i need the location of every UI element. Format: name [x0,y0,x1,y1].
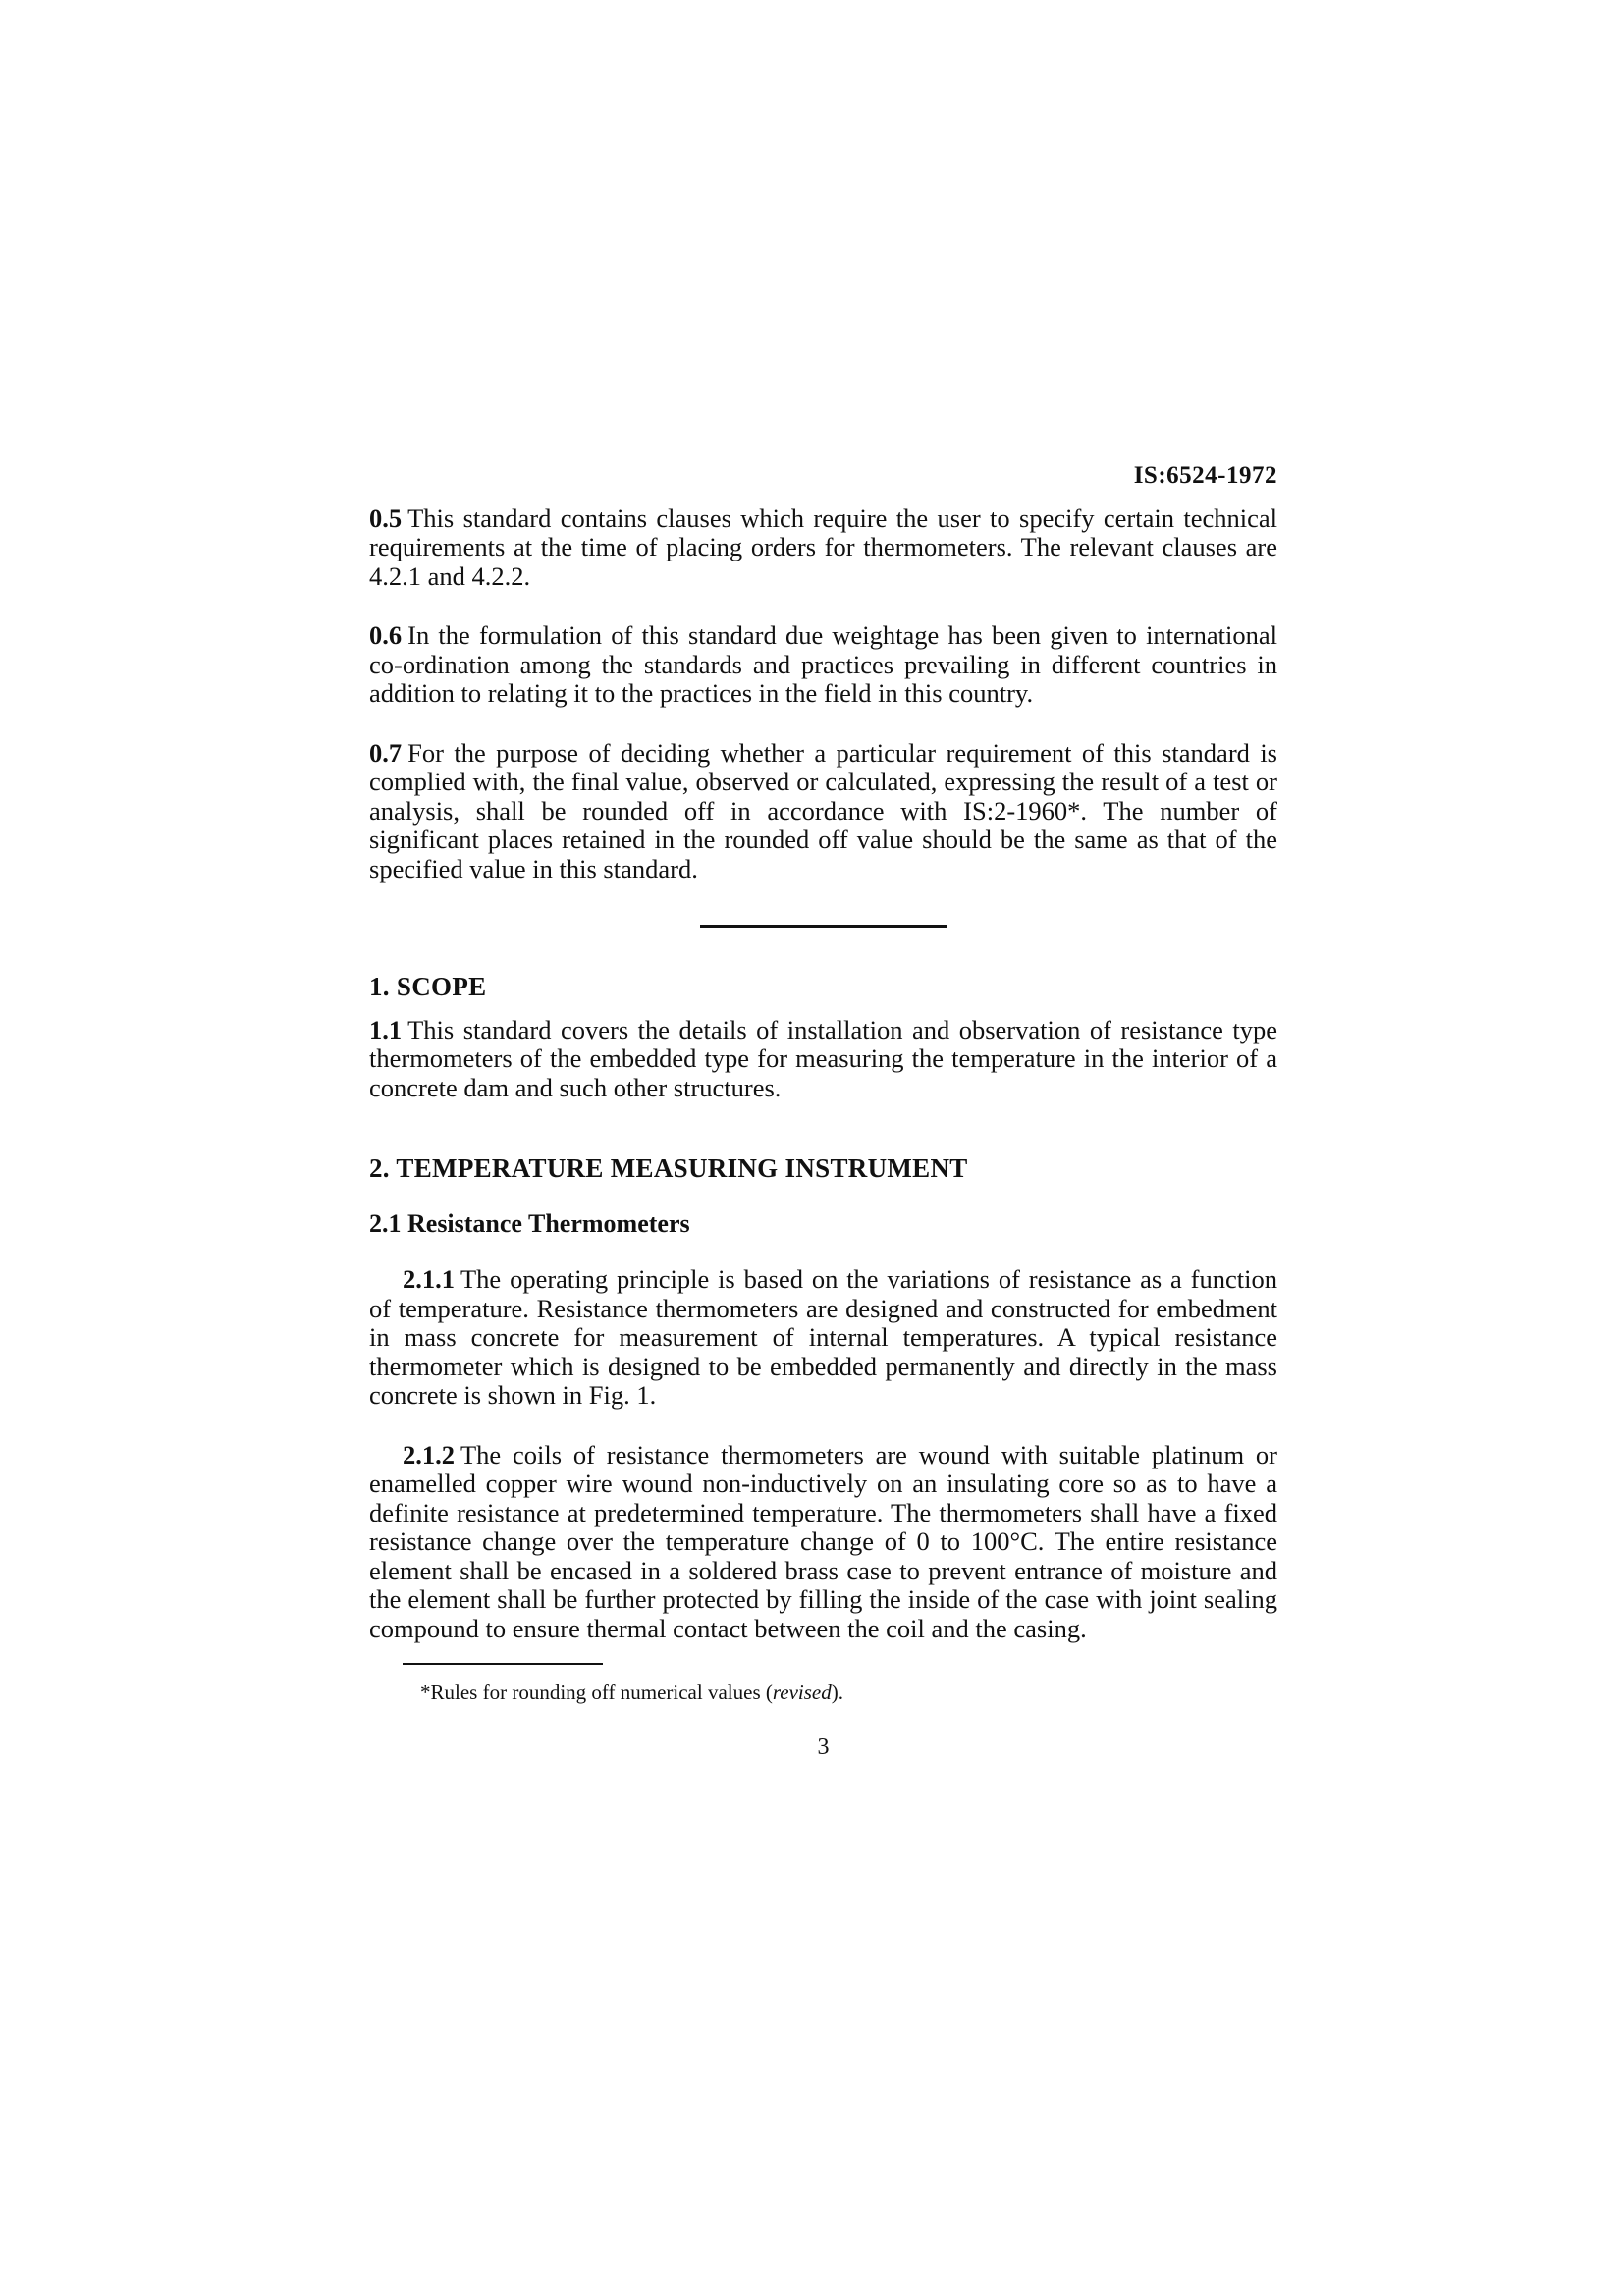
page-number: 3 [817,1735,830,1760]
foreword-clause-0-6 [369,621,1277,709]
clause-number: 2.1.1 [403,1264,455,1294]
clause-text: In the formulation of this standard due weightage has been given to international co-ordination among the standards and practices prevailing in different countries in addition to relating it to the practices in the field in this country. [369,620,1277,708]
clause-number: 2.1.2 [403,1439,455,1469]
footnote [420,1681,1277,1704]
section-divider [700,925,947,928]
document-code: IS:6524-1972 [1133,462,1277,489]
clause-number: 0.5 [369,503,403,533]
clause-text: The operating principle is based on the variations of resistance as a function of temperature. Resistance thermometers are designed and constructed for embedment in mass concrete for measurement of internal temperatures. A typical resistance thermometer which is designed to be embedded permanently and directly in the mass concrete is shown in Fig. 1. [369,1264,1277,1410]
document-page [369,461,1277,1763]
footnote-tail: ). [831,1681,843,1704]
foreword-clause-0-7 [369,739,1277,884]
clause-number: 0.6 [369,620,403,650]
clause-text: The coils of resistance thermometers are wound with suitable platinum or enamelled copper wire wound non-inductively on an insulating core so as to have a definite resistance at predetermined temperature. The thermometers shall have a fixed resistance change over the temperature change of 0 to 100°C. The entire resistance element shall be encased in a soldered brass case to prevent entrance of moisture and the element shall be further protected by filling the inside of the case with joint sealing compound to ensure thermal contact between the coil and the casing. [369,1439,1277,1643]
clause-text: This standard covers the details of installation and observation of resistance type thermometers of the embedded type for measuring the temperature in the interior of a concrete dam and such other structures. [369,1014,1277,1102]
footnote-text: *Rules for rounding off numerical values ( [420,1681,773,1704]
footnote-emphasis: revised [772,1681,832,1704]
clause-number: 0.7 [369,737,403,768]
scope-clause-1-1 [369,1016,1277,1103]
clause-2-1-1 [369,1265,1277,1411]
clause-2-1-2 [369,1441,1277,1644]
footnote-rule [403,1663,603,1665]
clause-text: For the purpose of deciding whether a particular requirement of this standard is complied with, the final value, observed or calculated, expressing the result of a test or analysis, shall be rounded off in accordance with IS:2-1960*. The number of significant places retained in the rounded off value should be the same as that of the specified value in this standard. [369,737,1277,883]
spacer [369,1133,1277,1154]
resistance-thermometers-subheading: 2.1 Resistance Thermometers [369,1208,690,1238]
clause-text: This standard contains clauses which require the user to specify certain technical requirements at the time of placing orders for thermometers. The relevant clauses are 4.2.1 and 4.2.2. [369,503,1277,591]
clause-number: 1.1 [369,1014,403,1044]
foreword-clause-0-5 [369,505,1277,592]
scope-heading: 1. SCOPE [369,972,487,1001]
instrument-heading: 2. TEMPERATURE MEASURING INSTRUMENT [369,1153,968,1183]
